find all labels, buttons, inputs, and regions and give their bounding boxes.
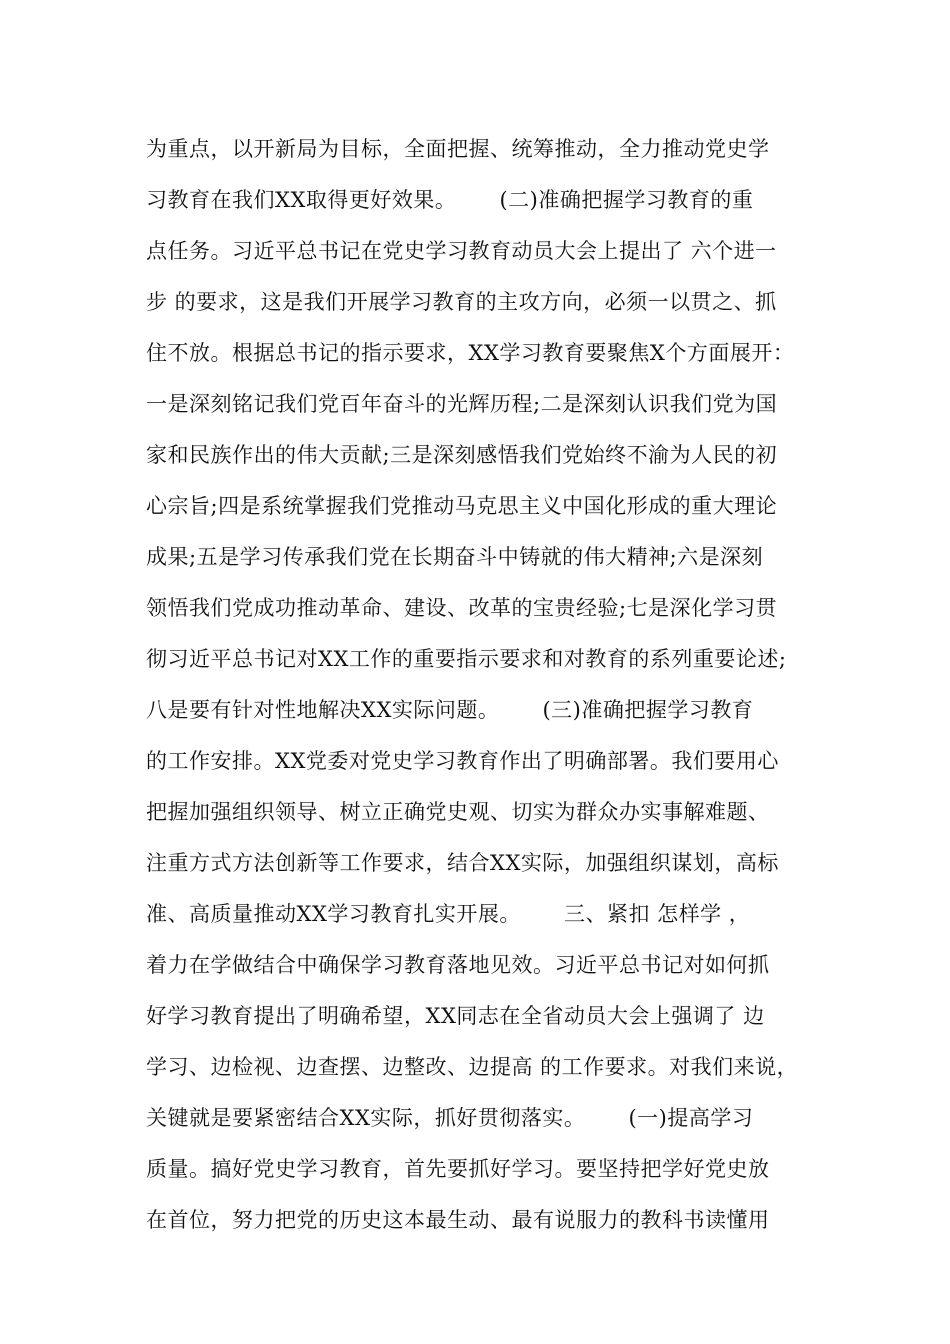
text-line: 准、高质量推动XX学习教育扎实开展。 三、紧扣 怎样学 ， <box>146 902 751 926</box>
text-line: 心宗旨;四是系统掌握我们党推动马克思主义中国化形成的重大理论 <box>146 494 778 518</box>
text-line: 把握加强组织领导、树立正确党史观、切实为群众办实事解难题、 <box>146 800 770 824</box>
text-line: 为重点，以开新局为目标，全面把握、统筹推动，全力推动党史学 <box>146 137 770 161</box>
text-line: 的工作安排。XX党委对党史学习教育作出了明确部署。我们要用心 <box>146 749 779 773</box>
text-line: 点任务。习近平总书记在党史学习教育动员大会上提出了 六个进一 <box>146 239 777 263</box>
text-line: 在首位，努力把党的历史这本最生动、最有说服力的教科书读懂用 <box>146 1208 770 1232</box>
text-line: 一是深刻铭记我们党百年奋斗的光辉历程;二是深刻认识我们党为国 <box>146 392 778 416</box>
text-line: 好学习教育提出了明确希望，XX同志在全省动员大会上强调了 边 <box>146 1004 765 1028</box>
text-line: 彻习近平总书记对XX工作的重要指示要求和对教育的系列重要论述; <box>146 647 787 671</box>
text-line: 家和民族作出的伟大贡献;三是深刻感悟我们党始终不渝为人民的初 <box>146 443 778 467</box>
text-line: 八是要有针对性地解决XX实际问题。 (三)准确把握学习教育 <box>146 698 754 722</box>
text-line: 住不放。根据总书记的指示要求，XX学习教育要聚焦X个方面展开： <box>146 341 795 365</box>
text-line: 步 的要求，这是我们开展学习教育的主攻方向，必须一以贯之、抓 <box>146 290 777 314</box>
text-line: 关键就是要紧密结合XX实际，抓好贯彻落实。 (一)提高学习 <box>146 1106 754 1130</box>
text-line: 成果;五是学习传承我们党在长期奋斗中铸就的伟大精神;六是深刻 <box>146 545 764 569</box>
text-line: 学习、边检视、边查摆、边整改、边提高 的工作要求。对我们来说， <box>146 1055 799 1079</box>
text-line: 习教育在我们XX取得更好效果。 (二)准确把握学习教育的重 <box>146 188 754 212</box>
text-line: 领悟我们党成功推动革命、建设、改革的宝贵经验;七是深化学习贯 <box>146 596 778 620</box>
text-line: 注重方式方法创新等工作要求，结合XX实际，加强组织谋划，高标 <box>146 851 779 875</box>
text-line: 着力在学做结合中确保学习教育落地见效。习近平总书记对如何抓 <box>146 953 770 977</box>
text-line: 质量。搞好党史学习教育，首先要抓好学习。要坚持把学好党史放 <box>146 1157 770 1181</box>
